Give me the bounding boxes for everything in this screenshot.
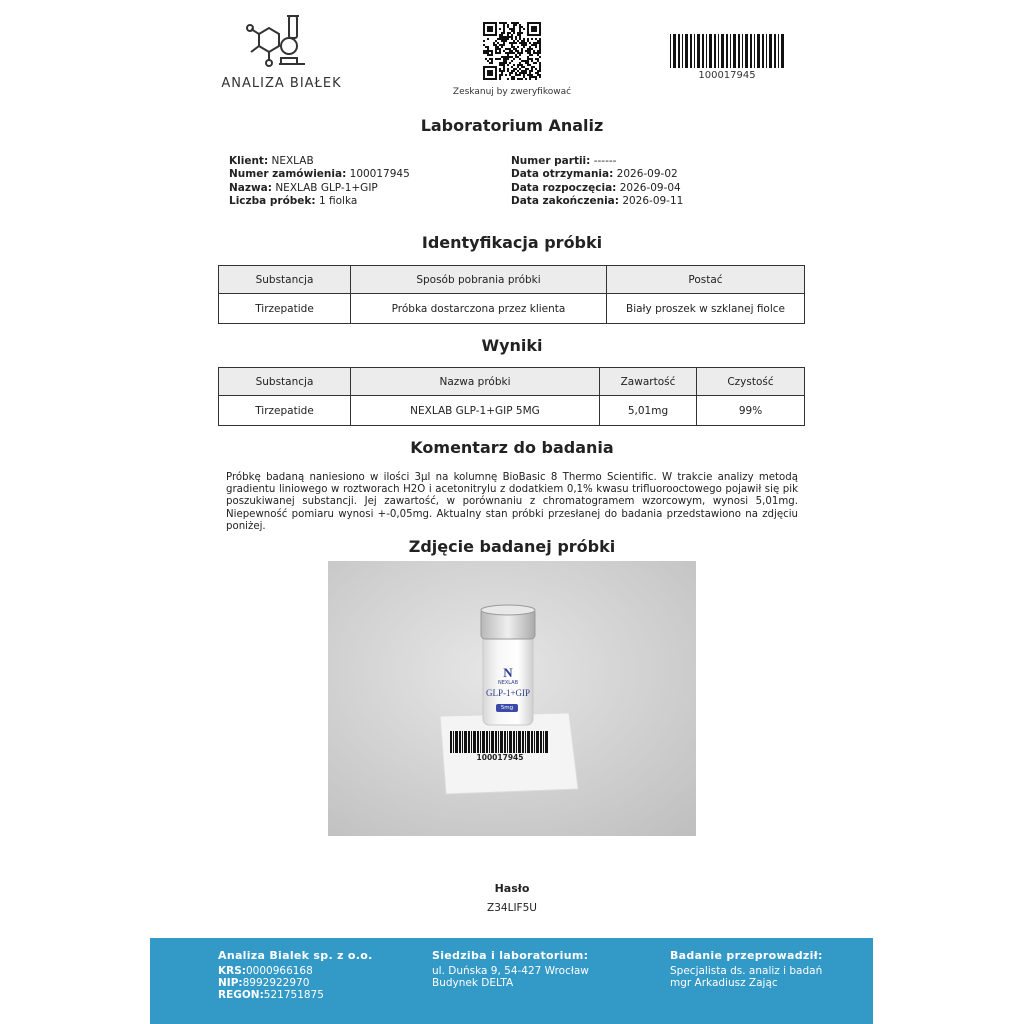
footer-performer-line: Specjalista ds. analiz i badań: [670, 965, 823, 977]
password-value: Z34LIF5U: [487, 902, 537, 914]
photo-title: Zdjęcie badanej próbki: [408, 537, 616, 556]
vial-name: GLP-1+GIP: [485, 688, 531, 698]
table-cell: Biały proszek w szklanej fiolce: [607, 294, 805, 324]
footer-seat-line: ul. Duńska 9, 54-427 Wrocław: [432, 965, 589, 977]
table-header: Postać: [607, 266, 805, 294]
card-number: 100017945: [476, 753, 524, 762]
table-header: Zawartość: [600, 368, 697, 396]
table-cell: NEXLAB GLP-1+GIP 5MG: [351, 396, 600, 426]
footer-performer-title: Badanie przeprowadził:: [670, 949, 823, 962]
comment-title: Komentarz do badania: [410, 438, 614, 457]
password-label: Hasło: [494, 882, 530, 895]
results-title: Wyniki: [481, 336, 543, 355]
table-row: [219, 294, 805, 324]
vial-brand: NEXLAB: [497, 680, 519, 686]
info-row-order: Numer zamówienia: 100017945: [229, 168, 410, 181]
table-header: Substancja: [219, 266, 351, 294]
footer-seat: [432, 950, 589, 989]
logo-text: ANALIZA BIAŁEK: [221, 76, 342, 91]
footer-seat-line: Budynek DELTA: [432, 977, 514, 989]
vial-dose: 5mg: [496, 704, 518, 712]
table-cell: Próbka dostarczona przez klienta: [351, 294, 607, 324]
results-table: [218, 367, 805, 426]
order-barcode: [670, 34, 784, 68]
info-row-finished: Data zakończenia: 2026-09-11: [511, 194, 684, 207]
identification-table: [218, 265, 805, 324]
footer-seat-title: Siedziba i laboratorium:: [432, 949, 589, 962]
footer-krs: KRS:0000966168: [218, 965, 313, 977]
table-header: Substancja: [219, 368, 351, 396]
identification-title: Identyfikacja próbki: [421, 233, 603, 252]
info-row-started: Data rozpoczęcia: 2026-09-04: [511, 181, 681, 194]
barcode-number: 100017945: [698, 70, 756, 81]
batch-info: [511, 155, 683, 208]
comment-text: Próbkę badaną naniesiono w ilości 3µl na kolumnę BioBasic 8 Thermo Scientific. W trakcie analizy metodą gradientu liniowego w roztworach H2O i acetonitrylu z dodatkiem 0,1% kwasu trifluorooctowego pojawił się pik poszukiwanej substancji. Jej zawartość, w porównaniu z chromatogramem wzorcowym, wynosi 5,01mg. Niepewność pomiaru wynosi +-0,05mg. Aktualny stan próbki przesłanej do badania przedstawiono na zdjęciu poniżej.: [226, 472, 798, 532]
table-header: Nazwa próbki: [351, 368, 600, 396]
vial-logo: N: [503, 665, 513, 680]
sample-photo: [328, 561, 696, 836]
footer-company-title: Analiza Bialek sp. z o.o.: [218, 949, 373, 962]
info-row-client: Klient: NEXLAB: [229, 155, 314, 167]
table-header-row: [219, 368, 805, 396]
qr-caption: Zeskanuj by zweryfikować: [452, 87, 572, 97]
verification-qr-code[interactable]: [483, 22, 541, 80]
footer-nip: NIP:8992922970: [218, 977, 310, 989]
table-header-row: [219, 266, 805, 294]
info-row-batch: Numer partii: ------: [511, 155, 617, 167]
footer-performer-line: mgr Arkadiusz Zając: [670, 977, 778, 989]
info-row-received: Data otrzymania: 2026-09-02: [511, 168, 678, 181]
info-row-name: Nazwa: NEXLAB GLP-1+GIP: [229, 181, 378, 194]
footer-regon: REGON:521751875: [218, 989, 324, 1001]
table-header: Czystość: [697, 368, 805, 396]
lab-logo-icon: [245, 12, 307, 74]
footer-performer: [670, 950, 823, 989]
footer-company: [218, 950, 373, 1001]
footer: [150, 938, 873, 1024]
table-cell: Tirzepatide: [219, 294, 351, 324]
table-row: [219, 396, 805, 426]
page-title: Laboratorium Analiz: [420, 116, 604, 135]
table-cell: 5,01mg: [600, 396, 697, 426]
table-cell: 99%: [697, 396, 805, 426]
info-row-samples: Liczba próbek: 1 fiolka: [229, 194, 358, 207]
table-header: Sposób pobrania próbki: [351, 266, 607, 294]
client-info: [229, 155, 410, 208]
table-cell: Tirzepatide: [219, 396, 351, 426]
